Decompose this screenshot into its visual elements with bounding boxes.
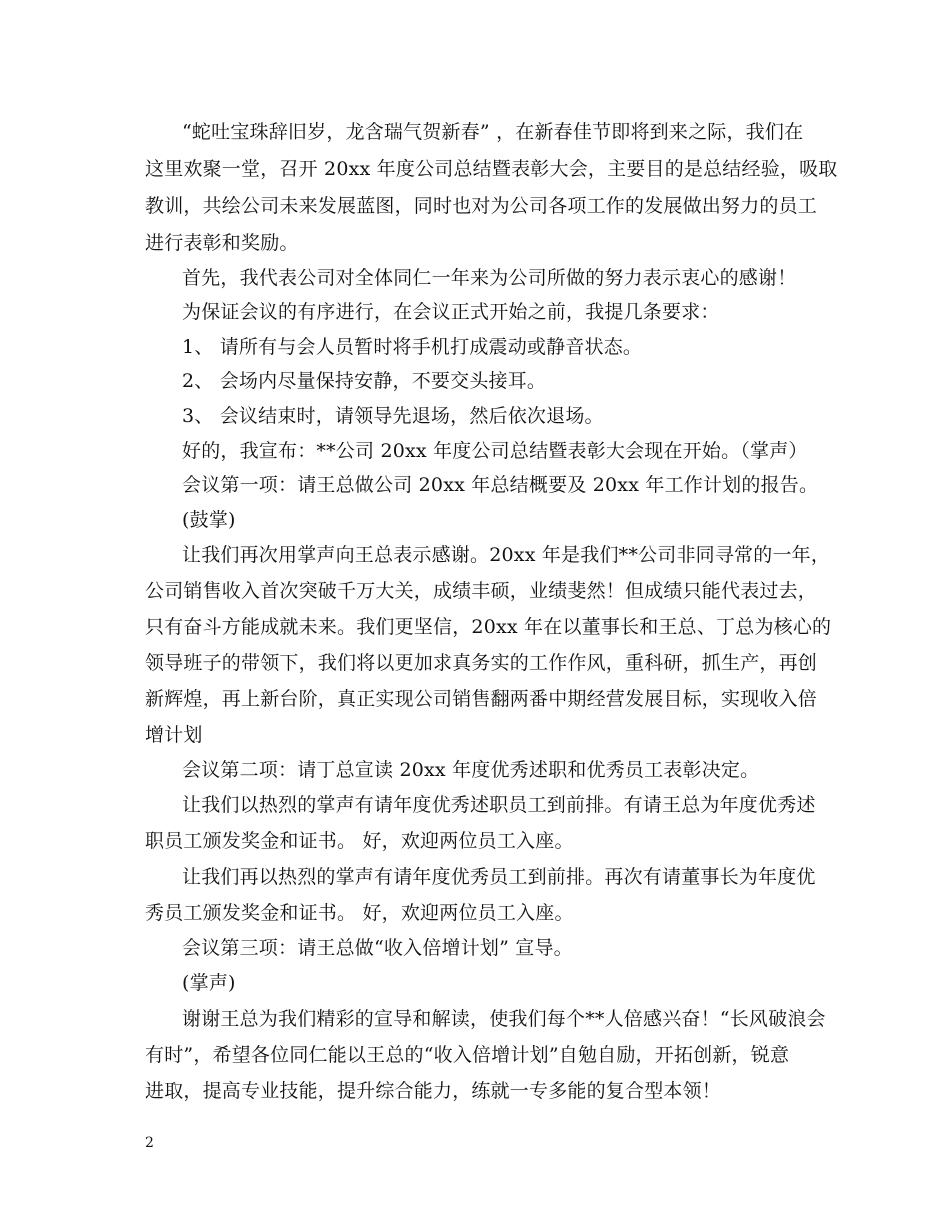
text-line: 增计划 bbox=[145, 724, 203, 746]
text-line: 只有奋斗方能成就未来。我们更坚信，20xx 年在以董事长和王总、丁总为核心的 bbox=[145, 616, 832, 638]
text-line: 有时”，希望各位同仁能以王总的“收入倍增计划”自勉自励，开拓创新，锐意 bbox=[145, 1044, 790, 1066]
text-line: 让我们再以热烈的掌声有请年度优秀员工到前排。再次有请董事长为年度优 bbox=[182, 866, 816, 888]
text-line: 让我们以热烈的掌声有请年度优秀述职员工到前排。有请王总为年度优秀述 bbox=[182, 794, 816, 816]
text-line: 首先，我代表公司对全体同仁一年来为公司所做的努力表示衷心的感谢！ bbox=[182, 267, 797, 289]
text-line: 为保证会议的有序进行，在会议正式开始之前，我提几条要求： bbox=[182, 301, 720, 323]
text-line: 教训，共绘公司未来发展蓝图，同时也对为公司各项工作的发展做出努力的员工 bbox=[145, 195, 818, 217]
text-line: 会议第二项：请丁总宣读 20xx 年度优秀述职和优秀员工表彰决定。 bbox=[182, 759, 760, 781]
text-line: 谢谢王总为我们精彩的宣导和解读，使我们每个**人倍感兴奋！“长风破浪会 bbox=[182, 1008, 826, 1030]
list-item: 2、 会场内尽量保持安静，不要交头接耳。 bbox=[182, 370, 547, 392]
text-line: 会议第一项：请王总做公司 20xx 年总结概要及 20xx 年工作计划的报告。 bbox=[182, 474, 819, 496]
text-line: “蛇吐宝珠辞旧岁，龙含瑞气贺新春” ，在新春佳节即将到来之际，我们在 bbox=[182, 121, 804, 143]
text-line: 会议第三项：请王总做“收入倍增计划” 宣导。 bbox=[182, 937, 573, 959]
text-line: 让我们再次用掌声向王总表示感谢。20xx 年是我们**公司非同寻常的一年， bbox=[182, 544, 831, 566]
text-line: 职员工颁发奖金和证书。 好，欢迎两位员工入座。 bbox=[145, 830, 574, 852]
text-line: 公司销售收入首次突破千万大关，成绩丰硕，业绩斐然！但成绩只能代表过去， bbox=[145, 580, 818, 602]
text-line: 好的，我宣布：**公司 20xx 年度公司总结暨表彰大会现在开始。（掌声） bbox=[182, 440, 808, 462]
text-line: 这里欢聚一堂，召开 20xx 年度公司总结暨表彰大会，主要目的是总结经验，吸取 bbox=[145, 158, 838, 180]
text-line: (鼓掌) bbox=[182, 509, 236, 531]
list-item: 3、 会议结束时，请领导先退场，然后依次退场。 bbox=[182, 405, 604, 427]
text-line: 进行表彰和奖励。 bbox=[145, 232, 299, 254]
text-line: (掌声) bbox=[182, 972, 236, 994]
text-line: 新辉煌，再上新台阶，真正实现公司销售翻两番中期经营发展目标，实现收入倍 bbox=[145, 688, 818, 710]
text-line: 秀员工颁发奖金和证书。 好，欢迎两位员工入座。 bbox=[145, 902, 574, 924]
text-line: 进取，提高专业技能，提升综合能力，练就一专多能的复合型本领！ bbox=[145, 1080, 722, 1102]
list-item: 1、 请所有与会人员暂时将手机打成震动或静音状态。 bbox=[182, 336, 643, 358]
text-line: 领导班子的带领下，我们将以更加求真务实的工作作风，重科研，抓生产，再创 bbox=[145, 652, 818, 674]
page-number: 2 bbox=[145, 1135, 154, 1151]
